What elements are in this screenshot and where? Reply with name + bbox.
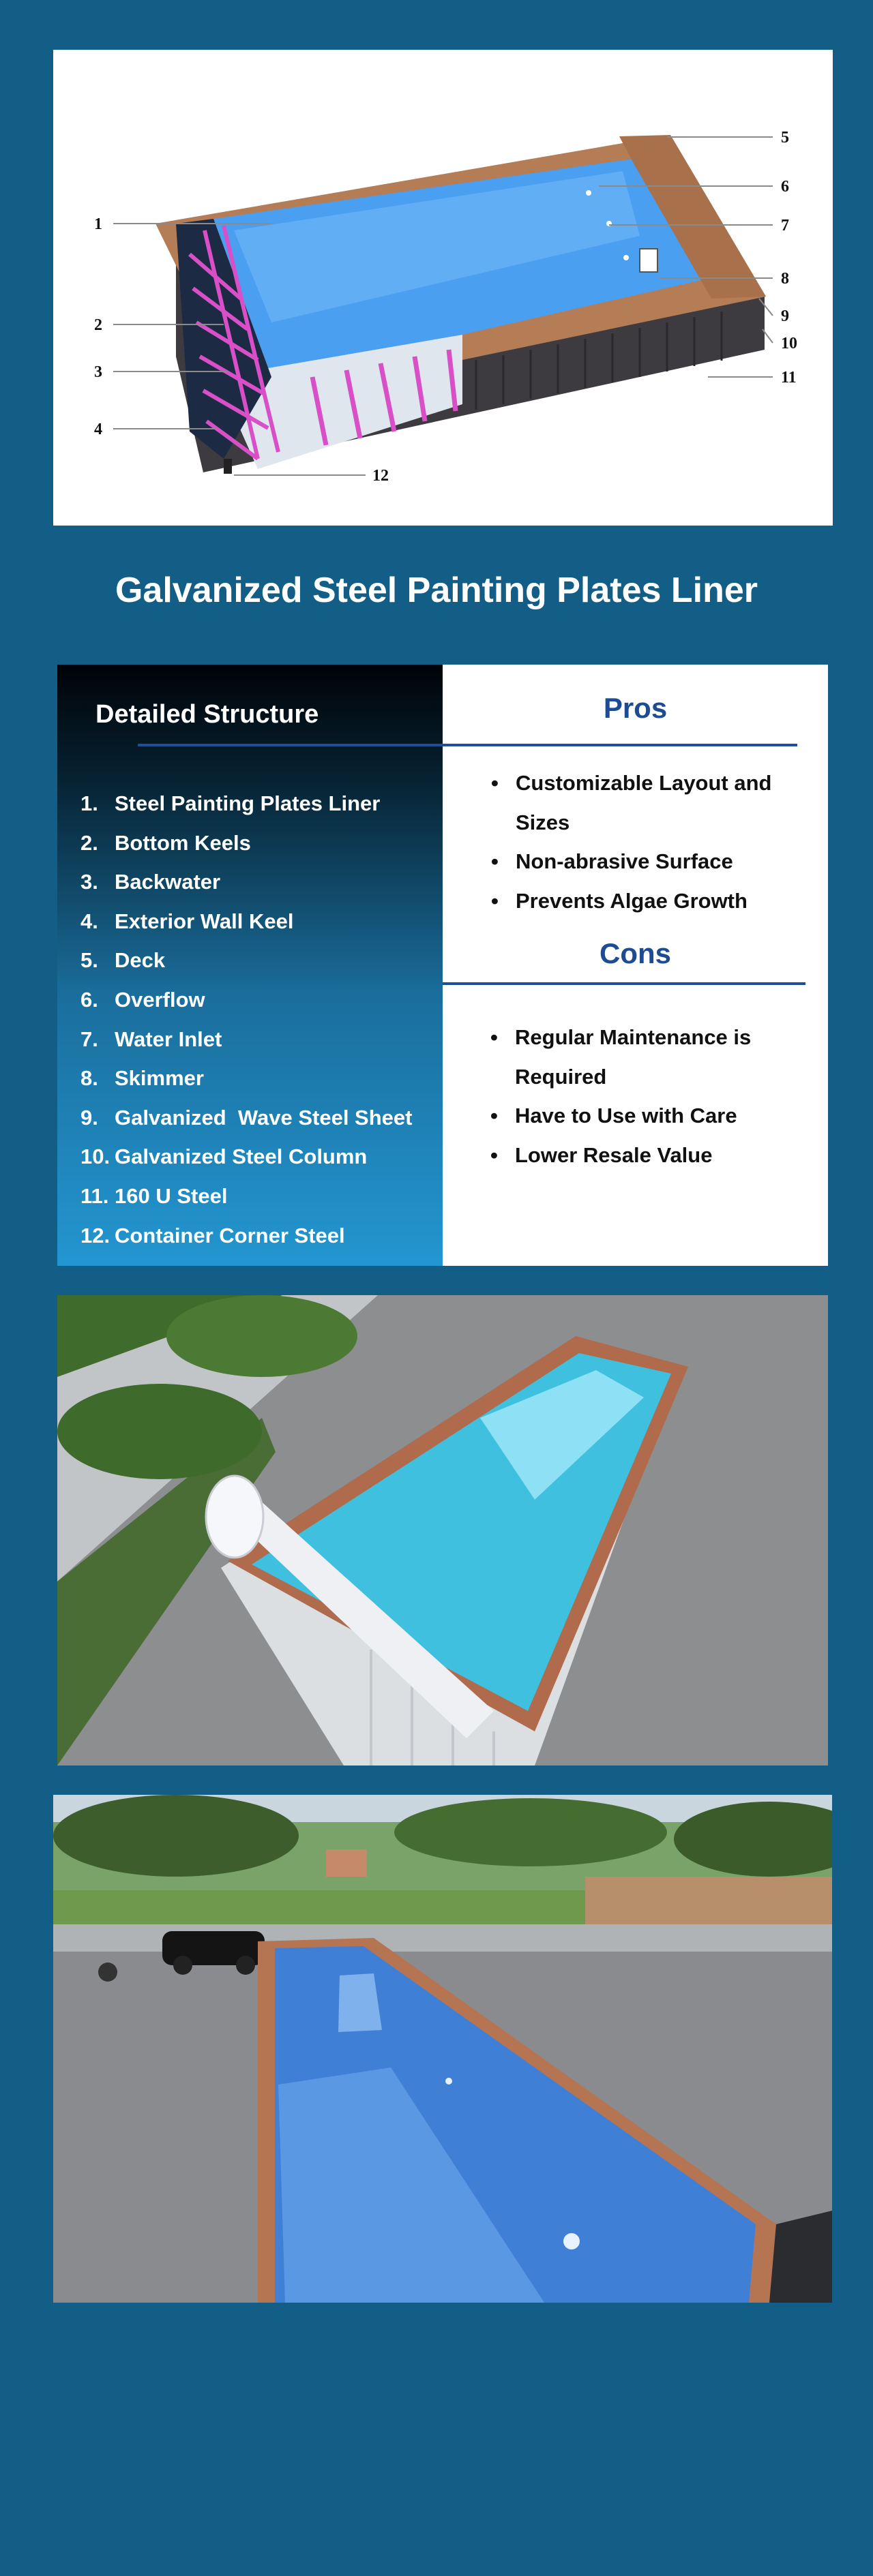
item-number: 11. <box>80 1183 109 1208</box>
item-number: 7. <box>80 1027 98 1051</box>
car-wheel <box>236 1956 255 1975</box>
callout-6: 6 <box>781 178 789 196</box>
item-number: 10. <box>80 1145 110 1169</box>
callout-10: 10 <box>781 335 797 352</box>
item-label: Water Inlet <box>115 1027 222 1051</box>
item-number: 6. <box>80 987 98 1012</box>
item-label: Exterior Wall Keel <box>115 909 294 933</box>
list-item: • Regular Maintenance is Required <box>488 1018 808 1096</box>
pool-render-lot <box>53 1795 832 2303</box>
callout-7: 7 <box>781 217 789 234</box>
item-number: 2. <box>80 830 98 855</box>
list-item <box>80 1177 412 1216</box>
pool-light <box>563 2233 580 2249</box>
structure-divider <box>138 744 443 746</box>
list-item: • Non-abrasive Surface <box>488 842 809 881</box>
structure-list <box>80 784 412 1255</box>
list-item <box>80 1216 412 1256</box>
structure-title: Detailed Structure <box>95 700 319 729</box>
callout-2: 2 <box>94 316 102 334</box>
callout-11: 11 <box>781 369 797 387</box>
list-item: • Have to Use with Care <box>488 1096 808 1136</box>
callout-5: 5 <box>781 129 789 147</box>
pool-render-lot-svg <box>53 1795 832 2303</box>
list-item <box>80 1098 412 1138</box>
pool-render-cover <box>57 1295 828 1766</box>
callout-12: 12 <box>372 467 389 485</box>
tree-canopy <box>166 1295 357 1377</box>
item-number: 5. <box>80 948 98 973</box>
cons-list <box>488 1018 808 1175</box>
motorbike <box>98 1963 117 1982</box>
list-item <box>80 862 412 902</box>
item-number: 9. <box>80 1105 98 1130</box>
callout-1: 1 <box>94 215 102 233</box>
water-inlet-dot <box>586 190 591 196</box>
tree-mid <box>394 1798 667 1866</box>
item-number: 4. <box>80 909 98 933</box>
item-label: Container Corner Steel <box>115 1223 345 1247</box>
list-item: • Lower Resale Value <box>488 1136 808 1175</box>
list-item: • Customizable Layout and Sizes <box>488 763 809 842</box>
page-title: Galvanized Steel Painting Plates Liner <box>115 571 758 610</box>
cons-title: Cons <box>600 937 671 969</box>
structure-diagram <box>53 50 833 526</box>
item-label: Bottom Keels <box>115 830 251 855</box>
callout-3: 3 <box>94 363 102 381</box>
list-item <box>80 1020 412 1059</box>
item-label: 160 U Steel <box>115 1183 228 1208</box>
cons-divider <box>443 982 805 985</box>
item-label: Galvanized Steel Column <box>115 1145 368 1169</box>
tree-left <box>53 1795 299 1877</box>
list-item: • Prevents Algae Growth <box>488 881 809 921</box>
list-item <box>80 941 412 980</box>
callout-8: 8 <box>781 270 789 288</box>
structure-panel <box>57 665 443 1266</box>
skimmer-box <box>640 249 657 272</box>
pros-list <box>488 763 809 920</box>
item-label: Backwater <box>115 870 221 894</box>
list-item <box>80 784 412 823</box>
pros-title: Pros <box>603 692 668 724</box>
corner-steel <box>224 459 232 474</box>
list-item <box>80 980 412 1020</box>
pool-diagram-svg <box>53 50 833 526</box>
pros-cons-panel <box>443 665 828 1266</box>
callout-9: 9 <box>781 307 789 325</box>
house <box>326 1849 367 1877</box>
pros-divider <box>443 744 797 746</box>
item-label: Galvanized Wave Steel Sheet <box>115 1105 413 1130</box>
water-inlet <box>445 2078 452 2085</box>
water-inlet-dot <box>623 255 629 260</box>
list-item <box>80 902 412 941</box>
item-number: 12. <box>80 1223 110 1247</box>
pool-render-cover-svg <box>57 1295 828 1766</box>
item-label: Steel Painting Plates Liner <box>115 791 381 815</box>
callout-4: 4 <box>94 421 102 438</box>
list-item <box>80 1137 412 1177</box>
list-item <box>80 823 412 863</box>
item-label: Deck <box>115 948 166 973</box>
shrubs <box>57 1384 262 1479</box>
item-label: Skimmer <box>115 1066 204 1091</box>
fence <box>585 1877 832 1931</box>
item-label: Overflow <box>115 987 205 1012</box>
container-side <box>769 2211 832 2303</box>
item-number: 3. <box>80 870 98 894</box>
item-number: 8. <box>80 1066 98 1091</box>
roller-end-cap <box>206 1476 263 1558</box>
item-number: 1. <box>80 791 98 815</box>
car-wheel <box>173 1956 192 1975</box>
list-item <box>80 1059 412 1098</box>
